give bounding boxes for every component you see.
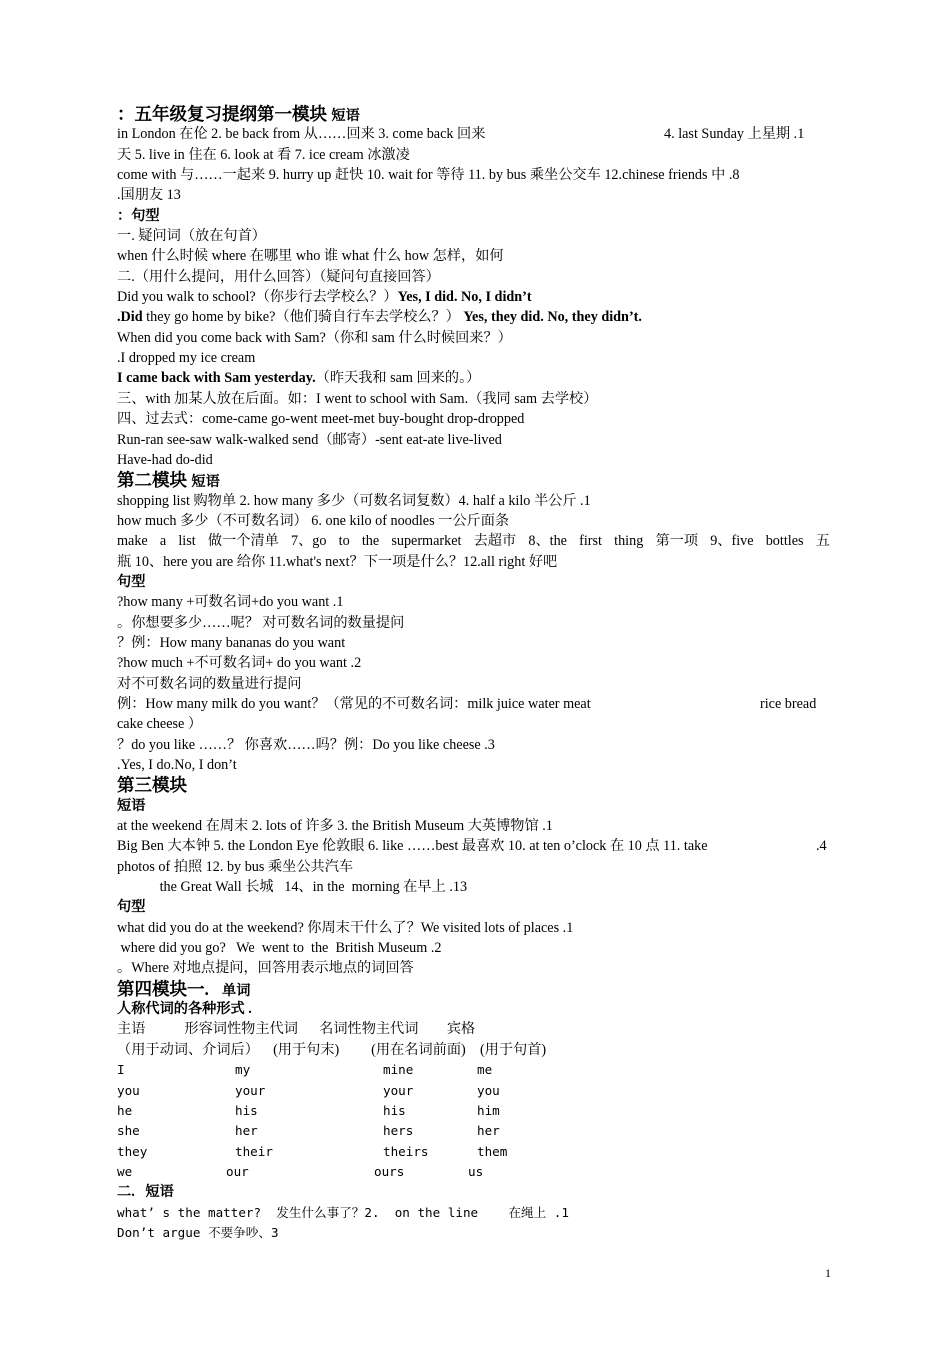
m4-table-header-2: （用于动词、介词后） (用于句末) (用在名词前面) (用于句首) <box>117 1041 547 1058</box>
m2-sentence-heading: 句型 <box>117 573 146 590</box>
pronoun-cell: my <box>235 1062 251 1078</box>
module3-heading: 第三模块 <box>117 775 187 796</box>
m3-phrase-line-1: at the weekend 在周末 2. lots of 许多 3. the British Museum 大英博物馆 .1 <box>117 818 553 835</box>
m1-sentence-line-9: 三、with 加某人放在后面。如：I went to school with Sam.（我同 sam 去学校） <box>117 390 598 407</box>
module1-heading: ：五年级复习提纲第一模块 短语 <box>117 104 360 124</box>
m2-sentence-line-1: ?how many +可数名词+do you want .1 <box>117 594 344 611</box>
pronoun-cell: she <box>117 1123 140 1139</box>
pronoun-cell: them <box>477 1143 508 1159</box>
pronoun-row <box>117 1162 830 1182</box>
justified-word: make <box>117 533 148 550</box>
m1-sentence-line-3: 二.（用什么提问，用什么回答）（疑问句直接回答） <box>117 268 440 285</box>
pronoun-cell: our <box>226 1163 249 1179</box>
m3-phrase-line-3: photos of 拍照 12. by bus 乘坐公共汽车 <box>117 858 354 875</box>
m1-sentence-line-4: Did you walk to school?（你步行去学校么？）Yes, I did. No, I didn’t <box>117 289 532 306</box>
justified-word: 做一个清单 <box>207 533 279 550</box>
justified-word: the <box>361 533 380 550</box>
m3-phrase-heading: 短语 <box>117 797 146 814</box>
m2-phrase-line-2: how much 多少（不可数名词） 6. one kilo of noodles 一公斤面条 <box>117 512 510 529</box>
justified-word: thing <box>614 533 644 550</box>
pronoun-cell: theirs <box>383 1143 429 1159</box>
pronoun-cell: her <box>235 1123 258 1139</box>
m1-sentence-line-2: when 什么时候 where 在哪里 who 谁 what 什么 how 怎样，如何 <box>117 248 504 265</box>
m4-phrase-heading: 二. 短语 <box>117 1184 174 1201</box>
m2-phrase-line-1: shopping list 购物单 2. how many 多少（可数名词复数）4. half a kilo 半公斤 .1 <box>117 492 591 509</box>
m2-sentence-line-8: ？do you like ……？ 你喜欢……吗？例：Do you like cheese .3 <box>117 736 495 753</box>
m1-sentence-line-12: Have-had do-did <box>117 451 213 468</box>
m2-phrase-line-3 <box>117 531 830 551</box>
document-page <box>117 104 830 1243</box>
pronoun-cell: you <box>477 1082 500 1098</box>
pronoun-cell: he <box>117 1102 133 1118</box>
pronoun-row <box>117 1101 830 1121</box>
pronoun-cell: me <box>477 1062 493 1078</box>
m1-phrase-line-1: in London 在伦 2. be back from 从……回来 3. come back 回来 4. last Sunday 上星期 .1 <box>117 126 805 143</box>
m1-phrase-line-3: come with 与……一起来 9. hurry up 赶快 10. wait for 等待 11. by bus 乘坐公交车 12.chinese friends 中 .8 <box>117 167 740 184</box>
m2-phrase-line-4: 瓶 10、here you are 给你 11.what's next？下一项是什么？12.all right 好吧 <box>117 553 558 570</box>
m1-phrase-line-2: 天 5. live in 住在 6. look at 看 7. ice cream 冰激凌 <box>117 146 410 163</box>
m3-sentence-line-1: what did you do at the weekend? 你周末干什么了？We visited lots of places .1 <box>117 919 574 936</box>
m2-sentence-line-3: ？例：How many bananas do you want <box>117 634 346 651</box>
pronoun-cell: him <box>477 1102 500 1118</box>
pronoun-cell: you <box>117 1082 140 1098</box>
justified-word: 去超市 <box>473 533 517 550</box>
m1-sentence-line-10: 四、过去式：come-came go-went meet-met buy-bought drop-dropped <box>117 411 525 428</box>
m4-pronoun-heading: 人称代词的各种形式 . <box>117 1001 252 1018</box>
pronoun-cell: I <box>117 1062 125 1078</box>
justified-word: 9、five <box>710 533 754 550</box>
m3-sentence-heading: 句型 <box>117 899 146 916</box>
m4-table-header-1: 主语 形容词性物主代词 名词性物主代词 宾格 <box>117 1021 476 1038</box>
pronoun-cell: mine <box>383 1062 414 1078</box>
m2-sentence-line-2: 。你想要多少……呢？ 对可数名词的数量提问 <box>117 614 405 631</box>
m2-sentence-line-4: ?how much +不可数名词+ do you want .2 <box>117 655 362 672</box>
pronoun-table <box>117 1060 830 1182</box>
pronoun-row <box>117 1081 830 1101</box>
m1-phrase-line-4: .国朋友 13 <box>117 187 181 204</box>
m1-sentence-line-6: When did you come back with Sam?（你和 sam 什么时候回来？） <box>117 329 512 346</box>
justified-word: a <box>159 533 167 550</box>
m3-sentence-line-3: 。Where 对地点提问，回答用表示地点的词回答 <box>117 960 414 977</box>
justified-word: bottles <box>765 533 804 550</box>
justified-word: first <box>579 533 602 550</box>
pronoun-cell: her <box>477 1123 500 1139</box>
m1-sentence-line-8: I came back with Sam yesterday.（昨天我和 sam 回来的。） <box>117 370 481 387</box>
m1-sentence-heading: ：句型 <box>117 207 160 224</box>
pronoun-row <box>117 1060 830 1080</box>
pronoun-cell: us <box>468 1163 484 1179</box>
m3-sentence-line-2: where did you go? We went to the British Museum .2 <box>117 940 442 957</box>
pronoun-cell: ours <box>374 1163 405 1179</box>
pronoun-cell: his <box>235 1102 258 1118</box>
m2-sentence-line-7: cake cheese ） <box>117 716 203 733</box>
pronoun-cell: your <box>383 1082 414 1098</box>
justified-word: 第一项 <box>655 533 699 550</box>
module4-heading: 第四模块一. 单词 <box>117 978 251 999</box>
page-number: 1 <box>825 1266 831 1280</box>
justified-word: 7、go <box>290 533 327 550</box>
m1-sentence-line-7: .I dropped my ice cream <box>117 350 256 367</box>
m2-sentence-line-6: 例：How many milk do you want？（常见的不可数名词：milk juice water meat rice bread <box>117 695 817 712</box>
m3-phrase-line-2: Big Ben 大本钟 5. the London Eye 伦敦眼 6. like ……best 最喜欢 10. at ten o’clock 在 10 点 11. take .4 <box>117 838 827 855</box>
justified-word: 五 <box>815 533 830 550</box>
justified-word: list <box>178 533 196 550</box>
pronoun-cell: your <box>235 1082 266 1098</box>
m2-sentence-line-9: .Yes, I do.No, I don’t <box>117 757 237 773</box>
pronoun-row <box>117 1121 830 1141</box>
pronoun-cell: their <box>235 1143 273 1159</box>
m3-phrase-line-4: the Great Wall 长城 14、in the morning 在早上 .13 <box>117 879 468 896</box>
pronoun-row <box>117 1142 830 1162</box>
m4-phrase-line-2: Don’t argue 不要争吵、3 <box>117 1224 279 1240</box>
pronoun-cell: hers <box>383 1123 414 1139</box>
m1-sentence-line-5: .Did they go home by bike?（他们骑自行车去学校么？） Yes, they did. No, they didn’t. <box>117 309 642 326</box>
justified-word: 8、the <box>528 533 567 550</box>
pronoun-cell: we <box>117 1163 133 1179</box>
m1-sentence-line-1: 一. 疑问词（放在句首） <box>117 228 266 245</box>
justified-word: to <box>338 533 350 550</box>
module2-heading: 第二模块 短语 <box>117 470 220 491</box>
m2-sentence-line-5: 对不可数名词的数量进行提问 <box>117 675 302 692</box>
pronoun-cell: they <box>117 1143 148 1159</box>
justified-word: supermarket <box>391 533 462 550</box>
m4-phrase-line-1: what’ s the matter? 发生什么事了？2. on the line 在绳上 .1 <box>117 1204 569 1220</box>
pronoun-cell: his <box>383 1102 406 1118</box>
m1-sentence-line-11: Run-ran see-saw walk-walked send（邮寄）-sent eat-ate live-lived <box>117 431 502 448</box>
